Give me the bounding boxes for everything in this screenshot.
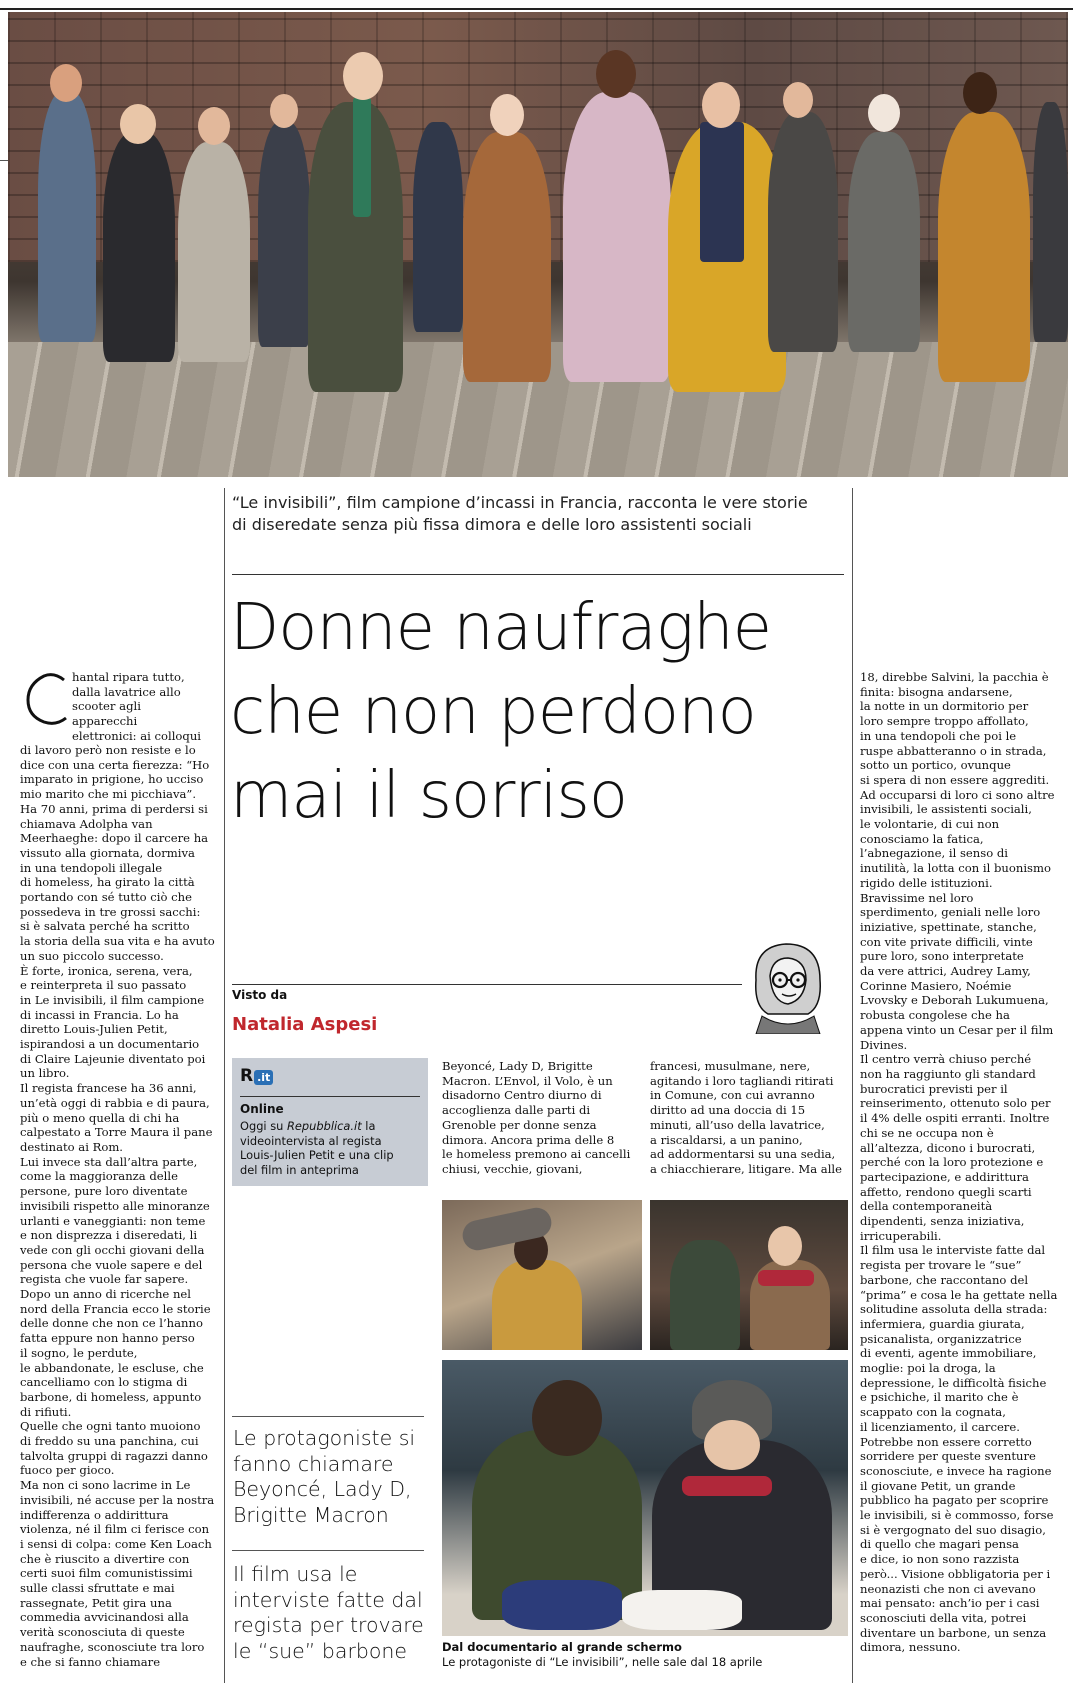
column-rule-right [852,488,853,1683]
margin-mark [0,160,8,161]
pull-quote-1: Le protagoniste si fanno chiamare Beyoncé, Lady D, Brigitte Macron [233,1426,416,1527]
column-2-text: Beyoncé, Lady D, Brigitte Macron. L’Envol, il Volo, è un disadorno Centro diurno di accoglienza dalle parti di Grenoble per donne senza dimora. Ancora prima delle 8 le homeless premono ai cancelli chiusi, vecchie, giovani, [442,1059,631,1176]
author-name: Natalia Aspesi [232,1014,378,1035]
column-1-text: di lavoro però non resiste e lo dice con una certa fierezza: “Ho imparato in prigione, ho ucciso mio marito che mi picchiava”. Ha 70 anni, prima di perdersi si chiamava Adolpha van Meerhaeghe: dopo il carcere ha vissuto alla giornata, dormiva in una tendopoli illegale di homeless, ha girato la città portando con sé tutto ciò che possedeva in tre grossi sacchi: si è salvata perché ha scritto la storia della sua vita e ha avuto un suo piccolo successo. È forte, ironica, serena, vera, e reinterpreta il suo passato in Le invisibili, il film campione di incassi in Francia. Lo ha diretto Louis-Julien Petit, ispirandosi a un documentario di Claire Lajeunie diventato poi un libro. Il regista francese ha 36 anni, un’età oggi di rabbia e di paura, più o meno quella di chi ha calpestato a Torre Maura il pane destinato ai Rom. Lui invece sta dall’altra parte, come la maggioranza delle persone, pure loro diventate invisibili rispetto alle minoranze urlanti e vaneggianti: non teme e non disprezza i diseredati, li vede con gli occhi giovani della persona che vuole sapere e del regista che vuole far sapere. Dopo un anno di ricerche nel nord della Francia ecco le storie delle donne che non ce l’hanno fatta eppure non hanno perso il sogno, le perdute, le abbandonate, le escluse, che cancelliamo con lo stigma di barbone, di homeless, appunto di rifiuti. Quelle che ogni tanto muoiono di freddo su una panchina, cui talvolta gruppi di ragazzi danno fuoco per gioco. Ma non ci sono lacrime in Le invisibili, né accuse per la nostra indifferenza o addirittura violenza, né il film ci ferisce con i sensi di colpa: come Ken Loach che è riuscito a divertire con certi suoi film comunistissimi sulle classi sfruttate e mai rassegnate, Petit gira una commedia avvicinandosi alla verità sconosciuta di queste naufraghe, sconosciute tra loro e che si fanno chiamare [20,743,215,1669]
top-rule [0,8,1073,10]
repubblica-it-logo: R .it [240,1066,276,1088]
article-headline: Donne naufraghe che non perdono mai il sorriso [230,591,772,833]
pull-quote-2: Il film usa le interviste fatte dal regista per trovare le “sue” barbone [233,1562,424,1663]
column-1-lead: hantal ripara tutto, dalla lavatrice allo scooter agli apparecchi elettronici: ai colloqui [72,670,202,743]
still-photo-1 [442,1200,642,1350]
online-label: Online [240,1102,284,1116]
byline-label: Visto da [232,988,288,1002]
photo-caption-title: Dal documentario al grande schermo [442,1640,682,1654]
column-rule-left [224,488,225,1683]
article-deck: “Le invisibili”, film campione d’incassi in Francia, racconta le vere storie di diseredate senza più fissa dimora e delle loro assistenti sociali [232,493,808,534]
column-4-text: 18, direbbe Salvini, la pacchia è finita: bisogna andarsene, la notte in un dormitorio per loro sempre troppo affollato, in una tendopoli che poi le ruspe abbatteranno o in strada, sotto un portico, ovunque si spera di non essere aggrediti. Ad occuparsi di loro ci sono altre invisibili, le assistenti sociali, le volontarie, di cui non conosciamo la fatica, l’abnegazione, il senso di inutilità, la lotta con il buonismo rigido delle istituzioni. Bravissime nel loro sperdimento, geniali nelle loro iniziative, spettinate, stanche, con vite private difficili, vinte pure loro, sono interpretate da vere attrici, Audrey Lamy, Corinne Masiero, Noémie Lvovsky e Deborah Lukumuena, robusta congolese che ha appena vinto un Cesar per il film Divines. Il centro verrà chiuso perché non ha raggiunto gli standard burocratici previsti per il reinserimento, ottenuto solo per il 4% delle ospiti erranti. Inoltre chi se ne occupa non è all’altezza, dicono i burocrati, perché con la loro protezione e partecipazione, e addirittura affetto, rendono quegli scarti della contemporaneità dipendenti, senza iniziativa, irricuperabili. Il film usa le interviste fatte dal regista per trovare le “sue” barbone, che raccontano del “prima” e cosa le ha gettate nella solitudine assoluta della strada: infermiera, guardia giurata, psicanalista, organizzatrice di eventi, agente immobiliare, moglie: poi la droga, la depressione, le difficoltà fisiche e psichiche, il marito che è scappato con la cognata, il licenziamento, il carcere. Potrebbe non essere corretto sorridere per queste sventure sconosciute, e invece ha ragione il giovane Petit, un grande pubblico ha pagato per scoprire le invisibili, si è commosso, forse si è vergognato del suo disagio, di quello che magari pensa e dice, io non sono razzista però... Visione obbligatoria per i neonazisti che non ci avevano mai pensato: anch’io per i casi sconosciuti della vita, potrei diventare un barbone, un senza dimora, nessuno. [860,670,1058,1655]
online-link[interactable]: Repubblica.it [287,1119,362,1133]
drop-cap-c [24,670,72,726]
online-box [232,1058,428,1186]
column-3-text: francesi, musulmane, nere, agitando i loro tagliandi ritirati in Comune, con cui avranno diritto ad una doccia di 15 minuti, all’uso della lavatrice, a riscaldarsi, a un panino, ad addormentarsi su una sedia, a chiacchierare, litigare. Ma alle [650,1059,842,1176]
pull-quote-rule-1 [232,1416,424,1417]
still-photo-3 [442,1360,848,1636]
photo-caption-text: Le protagoniste di “Le invisibili”, nelle sale dal 18 aprile [442,1655,763,1669]
still-photo-2 [650,1200,848,1350]
byline-rule [232,984,742,985]
deck-rule [232,574,844,575]
hero-photo [8,12,1068,477]
pull-quote-rule-2 [232,1550,424,1551]
author-caricature [742,936,832,1034]
online-text: Oggi su Repubblica.it la videointervista al regista Louis-Julien Petit e una clip del film in anteprima [240,1119,394,1177]
